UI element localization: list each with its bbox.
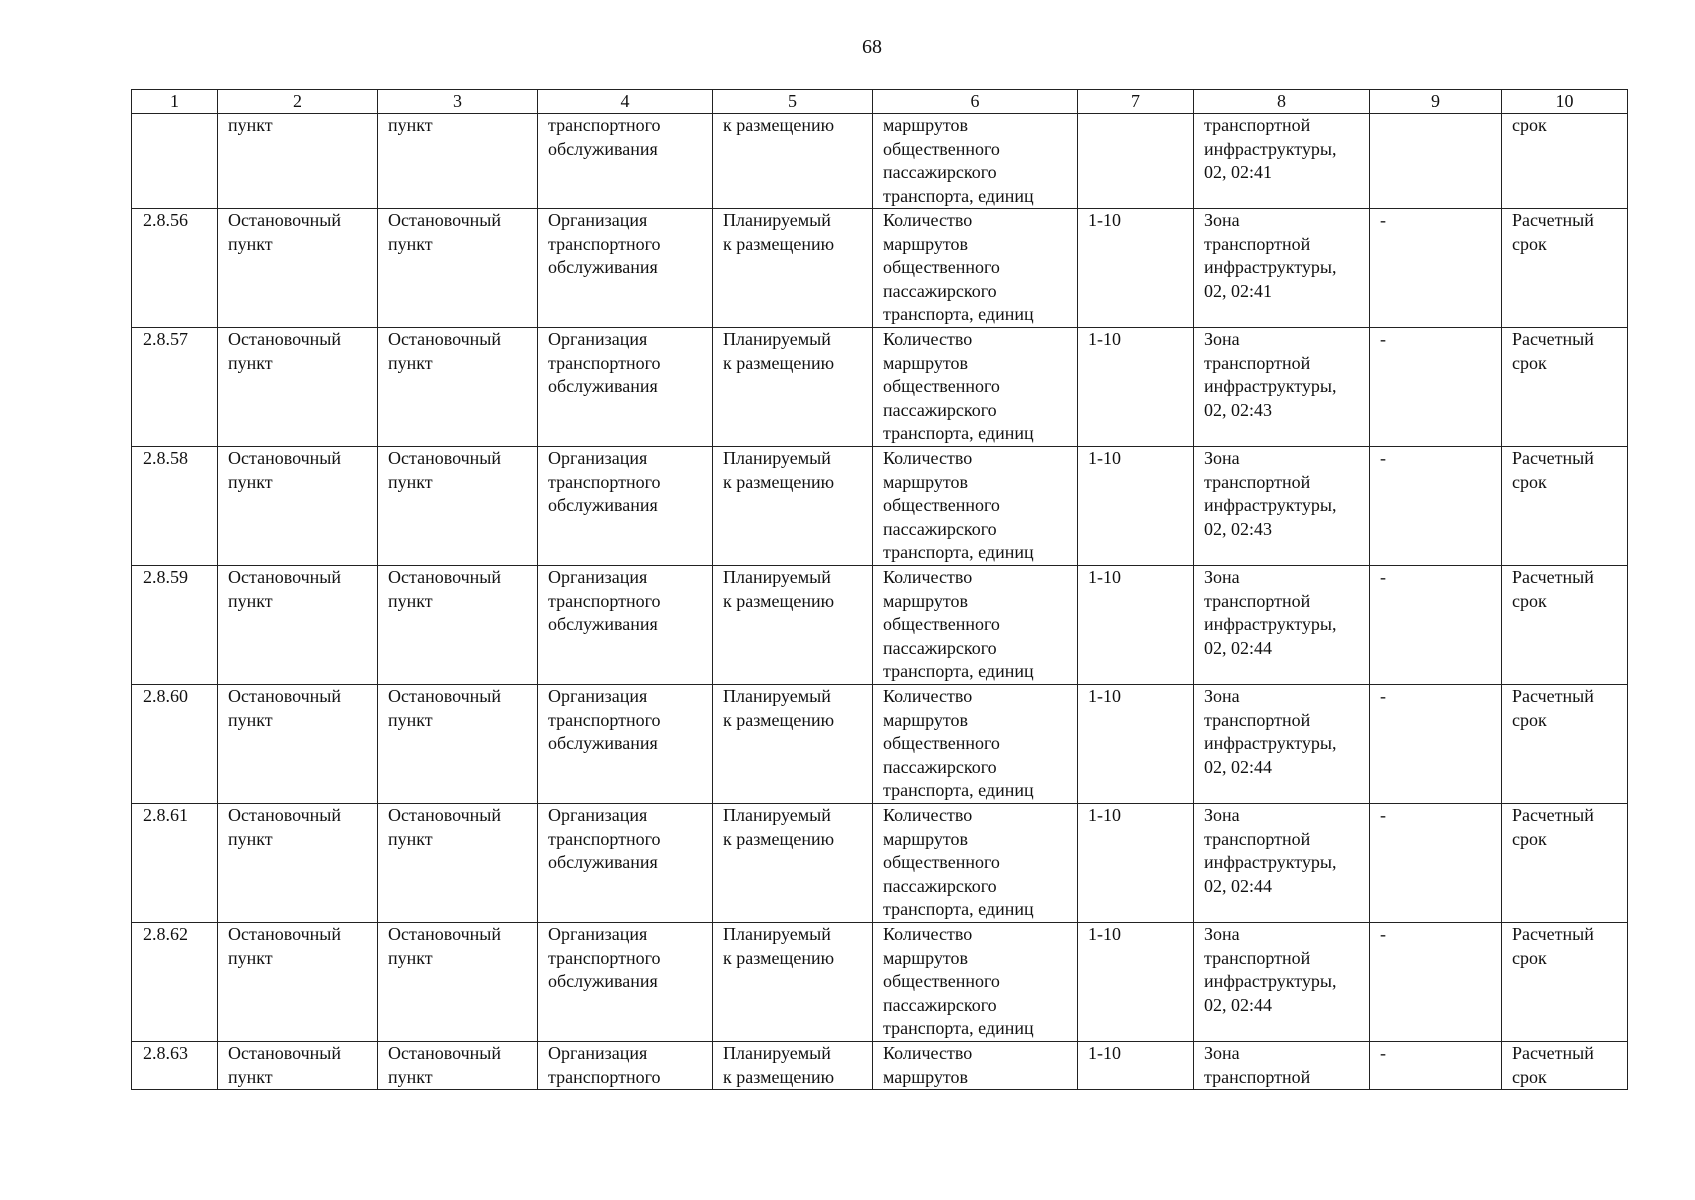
table-cell: Организация транспортного [538, 1042, 713, 1090]
table-cell: Остановочный пункт [378, 685, 538, 804]
table-cell: 1-10 [1078, 685, 1194, 804]
table-cell: транспортного обслуживания [538, 114, 713, 209]
table-cell: - [1370, 209, 1502, 328]
table-cell: 1-10 [1078, 566, 1194, 685]
table-cell: Планируемый к размещению [713, 804, 873, 923]
table-cell: 2.8.61 [132, 804, 218, 923]
header-row [132, 90, 1628, 114]
table-cell: Остановочный пункт [218, 328, 378, 447]
table-cell: 2.8.56 [132, 209, 218, 328]
table-cell: Остановочный пункт [218, 447, 378, 566]
table-cell: 2.8.62 [132, 923, 218, 1042]
table-cell: Зона транспортной инфраструктуры, 02, 02:41 [1194, 209, 1370, 328]
table-row [132, 685, 1628, 804]
data-table [131, 89, 1628, 1090]
table-cell: - [1370, 447, 1502, 566]
table-row [132, 114, 1628, 209]
table-cell [132, 114, 218, 209]
table-row [132, 804, 1628, 923]
table-cell: - [1370, 566, 1502, 685]
table-cell: Остановочный пункт [378, 447, 538, 566]
table-row [132, 328, 1628, 447]
table-cell: 1-10 [1078, 209, 1194, 328]
table-cell: Организация транспортного обслуживания [538, 804, 713, 923]
table-row [132, 566, 1628, 685]
table-cell: Количество маршрутов общественного пассажирского транспорта, единиц [873, 923, 1078, 1042]
table-cell: - [1370, 328, 1502, 447]
table-cell: пункт [218, 114, 378, 209]
table-cell: Расчетный срок [1502, 447, 1628, 566]
table-cell: 2.8.60 [132, 685, 218, 804]
table-cell: Остановочный пункт [218, 1042, 378, 1090]
table-cell [1078, 114, 1194, 209]
table-cell: пункт [378, 114, 538, 209]
table-cell: Организация транспортного обслуживания [538, 328, 713, 447]
table-cell: 1-10 [1078, 447, 1194, 566]
table-cell: Остановочный пункт [218, 804, 378, 923]
column-header: 7 [1078, 90, 1194, 114]
table-cell: маршрутов общественного пассажирского транспорта, единиц [873, 114, 1078, 209]
table-cell: 1-10 [1078, 804, 1194, 923]
table-cell: Количество маршрутов общественного пассажирского транспорта, единиц [873, 685, 1078, 804]
column-header: 6 [873, 90, 1078, 114]
table-cell: Зона транспортной инфраструктуры, 02, 02:44 [1194, 804, 1370, 923]
table-cell: Зона транспортной [1194, 1042, 1370, 1090]
table-cell: 2.8.57 [132, 328, 218, 447]
table-cell: Остановочный пункт [378, 566, 538, 685]
table-cell: 2.8.58 [132, 447, 218, 566]
table-row [132, 1042, 1628, 1090]
table-cell: Зона транспортной инфраструктуры, 02, 02:43 [1194, 447, 1370, 566]
table-cell: - [1370, 804, 1502, 923]
table-cell: Организация транспортного обслуживания [538, 566, 713, 685]
table-cell: Организация транспортного обслуживания [538, 209, 713, 328]
page-number: 68 [862, 36, 882, 58]
table-cell: Организация транспортного обслуживания [538, 447, 713, 566]
table-cell: Зона транспортной инфраструктуры, 02, 02:44 [1194, 923, 1370, 1042]
column-header: 3 [378, 90, 538, 114]
table-cell: Расчетный срок [1502, 685, 1628, 804]
table-cell: Расчетный срок [1502, 566, 1628, 685]
table-cell: Планируемый к размещению [713, 1042, 873, 1090]
table-cell: Организация транспортного обслуживания [538, 685, 713, 804]
table-cell: 1-10 [1078, 923, 1194, 1042]
table-cell: Остановочный пункт [378, 328, 538, 447]
table-cell: срок [1502, 114, 1628, 209]
table-cell: Остановочный пункт [218, 923, 378, 1042]
table-cell: Остановочный пункт [378, 923, 538, 1042]
table-cell: Остановочный пункт [378, 1042, 538, 1090]
table-cell [1370, 114, 1502, 209]
table-cell: Планируемый к размещению [713, 923, 873, 1042]
table-cell: Количество маршрутов общественного пассажирского транспорта, единиц [873, 209, 1078, 328]
table-cell: Остановочный пункт [218, 685, 378, 804]
table-cell: Организация транспортного обслуживания [538, 923, 713, 1042]
column-header: 8 [1194, 90, 1370, 114]
table-cell: Расчетный срок [1502, 804, 1628, 923]
table-cell: Количество маршрутов общественного пассажирского транспорта, единиц [873, 804, 1078, 923]
table-cell: Количество маршрутов общественного пассажирского транспорта, единиц [873, 328, 1078, 447]
table-cell: Планируемый к размещению [713, 209, 873, 328]
table-cell: Зона транспортной инфраструктуры, 02, 02:44 [1194, 685, 1370, 804]
table-cell: Зона транспортной инфраструктуры, 02, 02:44 [1194, 566, 1370, 685]
table-cell: Остановочный пункт [378, 804, 538, 923]
table-cell: Остановочный пункт [218, 566, 378, 685]
table-cell: - [1370, 685, 1502, 804]
column-header: 10 [1502, 90, 1628, 114]
table-row [132, 447, 1628, 566]
table-row [132, 923, 1628, 1042]
column-header: 4 [538, 90, 713, 114]
table-row [132, 209, 1628, 328]
table-cell: Планируемый к размещению [713, 447, 873, 566]
table-cell: Планируемый к размещению [713, 566, 873, 685]
table-cell: 1-10 [1078, 328, 1194, 447]
table-cell: 1-10 [1078, 1042, 1194, 1090]
column-header: 2 [218, 90, 378, 114]
table-cell: Планируемый к размещению [713, 685, 873, 804]
table-cell: - [1370, 1042, 1502, 1090]
column-header: 5 [713, 90, 873, 114]
table-cell: 2.8.63 [132, 1042, 218, 1090]
table-cell: Расчетный срок [1502, 328, 1628, 447]
table-cell: к размещению [713, 114, 873, 209]
table-cell: Количество маршрутов [873, 1042, 1078, 1090]
table-cell: Остановочный пункт [218, 209, 378, 328]
table-cell: 2.8.59 [132, 566, 218, 685]
table-cell: транспортной инфраструктуры, 02, 02:41 [1194, 114, 1370, 209]
column-header: 1 [132, 90, 218, 114]
table-cell: Расчетный срок [1502, 923, 1628, 1042]
table-cell: Остановочный пункт [378, 209, 538, 328]
table-cell: Расчетный срок [1502, 1042, 1628, 1090]
table-cell: Зона транспортной инфраструктуры, 02, 02:43 [1194, 328, 1370, 447]
table-cell: Планируемый к размещению [713, 328, 873, 447]
table-cell: - [1370, 923, 1502, 1042]
table-cell: Расчетный срок [1502, 209, 1628, 328]
table-cell: Количество маршрутов общественного пассажирского транспорта, единиц [873, 447, 1078, 566]
column-header: 9 [1370, 90, 1502, 114]
table-cell: Количество маршрутов общественного пассажирского транспорта, единиц [873, 566, 1078, 685]
